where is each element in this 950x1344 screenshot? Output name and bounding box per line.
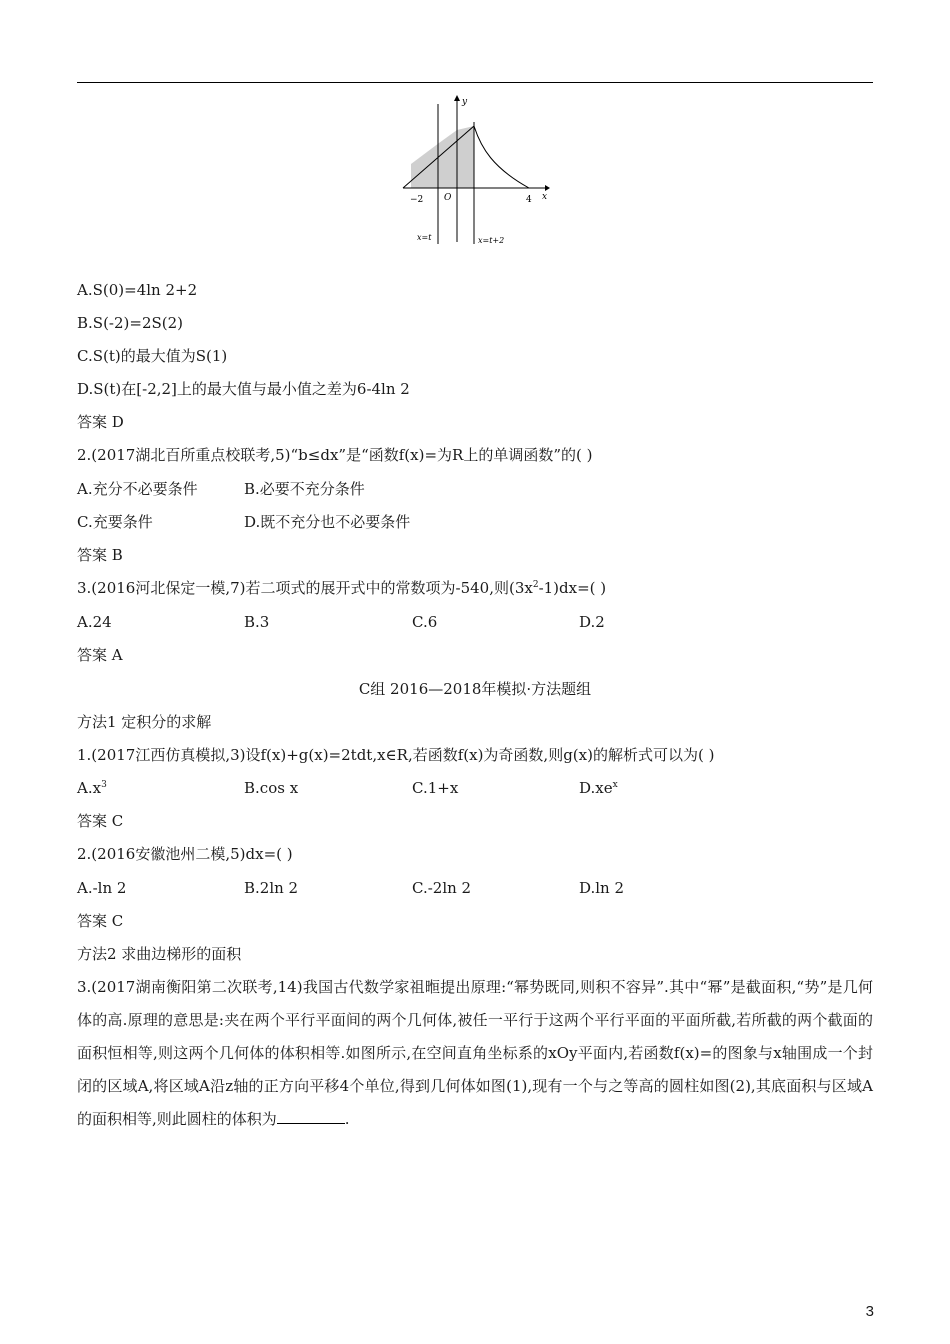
q2-stem: 2.(2017湖北百所重点校联考,5)“b≤dx”是“函数f(x)=为R上的单调函数”的( ) xyxy=(77,446,593,464)
q1-option-a: A.S(0)=4ln 2+2 xyxy=(77,281,198,299)
m1q1-option-c: C.1+x xyxy=(412,779,459,797)
q2-answer: 答案 B xyxy=(77,546,123,564)
q3-stem-post: -1)dx=( ) xyxy=(538,579,607,597)
m1q1-answer: 答案 C xyxy=(77,812,124,830)
q3-stem-pre: 3.(2016河北保定一模,7)若二项式的展开式中的常数项为-540,则(3x xyxy=(77,579,533,597)
tick-neg2-label: −2 xyxy=(410,195,424,205)
q1-option-b: B.S(-2)=2S(2) xyxy=(77,314,184,332)
m1q1-a-sup: 3 xyxy=(101,780,107,790)
m1q2-option-b: B.2ln 2 xyxy=(244,879,299,897)
m1q2-answer: 答案 C xyxy=(77,912,124,930)
q2-option-d: D.既不充分也不必要条件 xyxy=(244,513,411,531)
header-rule xyxy=(77,82,873,83)
section-title: C组 2016—2018年模拟·方法题组 xyxy=(358,680,592,698)
m1q2-option-d: D.ln 2 xyxy=(579,879,625,897)
m1q1-option-d xyxy=(579,778,618,798)
line-left-label: x=t xyxy=(417,233,432,242)
m2q3-end: . xyxy=(344,1110,350,1128)
line-right-label: x=t+2 xyxy=(478,236,505,245)
q2-option-b: B.必要不充分条件 xyxy=(244,480,365,498)
m2q3-paragraph xyxy=(77,971,873,1136)
q3-option-b: B.3 xyxy=(244,613,270,631)
method2-heading: 方法2 求曲边梯形的面积 xyxy=(77,945,242,963)
y-axis-arrow xyxy=(454,95,460,101)
shaded-area xyxy=(411,126,474,188)
function-graph-figure xyxy=(395,92,555,252)
q1-option-d: D.S(t)在[-2,2]上的最大值与最小值之差为6-4ln 2 xyxy=(77,380,410,398)
m1q1-d-sup: x xyxy=(612,780,618,790)
x-axis-arrow xyxy=(545,185,550,191)
m1q1-d-text: D.xe xyxy=(579,779,613,797)
q2-option-a: A.充分不必要条件 xyxy=(77,480,198,498)
m1q2-option-a: A.-ln 2 xyxy=(77,879,127,897)
m1q1-option-b: B.cos x xyxy=(244,779,299,797)
m1q1-stem: 1.(2017江西仿真模拟,3)设f(x)+g(x)=2tdt,x∈R,若函数f(x)为奇函数,则g(x)的解析式可以为( ) xyxy=(77,746,715,764)
x-label: x xyxy=(542,192,548,202)
m1q2-stem: 2.(2016安徽池州二模,5)dx=( ) xyxy=(77,845,293,863)
q2-option-c: C.充要条件 xyxy=(77,513,153,531)
q3-option-c: C.6 xyxy=(412,613,438,631)
q3-stem-sup: 2 xyxy=(532,580,539,590)
tick-4-label: 4 xyxy=(526,195,532,205)
m1q2-option-c: C.-2ln 2 xyxy=(412,879,472,897)
q3-option-d: D.2 xyxy=(579,613,605,631)
m1q1-a-text: A.x xyxy=(77,779,102,797)
answer-blank xyxy=(277,1109,345,1124)
origin-label: O xyxy=(444,193,452,203)
method1-heading: 方法1 定积分的求解 xyxy=(77,713,212,731)
q3-answer: 答案 A xyxy=(77,646,123,664)
y-label: y xyxy=(462,97,468,107)
m2q3-text: 3.(2017湖南衡阳第二次联考,14)我国古代数学家祖暅提出原理:“幂势既同,则积不容异”.其中“幂”是截面积,“势”是几何体的高.原理的意思是:夹在两个平行平面间的两个几何体,被任一平行于这两个平行平面的平面所截,若所截的两个截面的面积恒相等,则这两个几何体的体积相等.如图所示,在空间直角坐标系的xOy平面内,若函数f(x)=的图象与x轴围成一个封闭的区域A,将区域A沿z轴的正方向平移4个单位,得到几何体如图(1),现有一个与之等高的圆柱如图(2),其底面积与区域A的面积相等,则此圆柱的体积为 xyxy=(77,978,873,1128)
page-number: 3 xyxy=(865,1303,874,1320)
m1q1-option-a xyxy=(77,778,107,798)
q1-answer: 答案 D xyxy=(77,413,124,431)
q1-option-c: C.S(t)的最大值为S(1) xyxy=(77,347,228,365)
q3-option-a: A.24 xyxy=(77,613,112,631)
q3-stem xyxy=(77,578,606,598)
